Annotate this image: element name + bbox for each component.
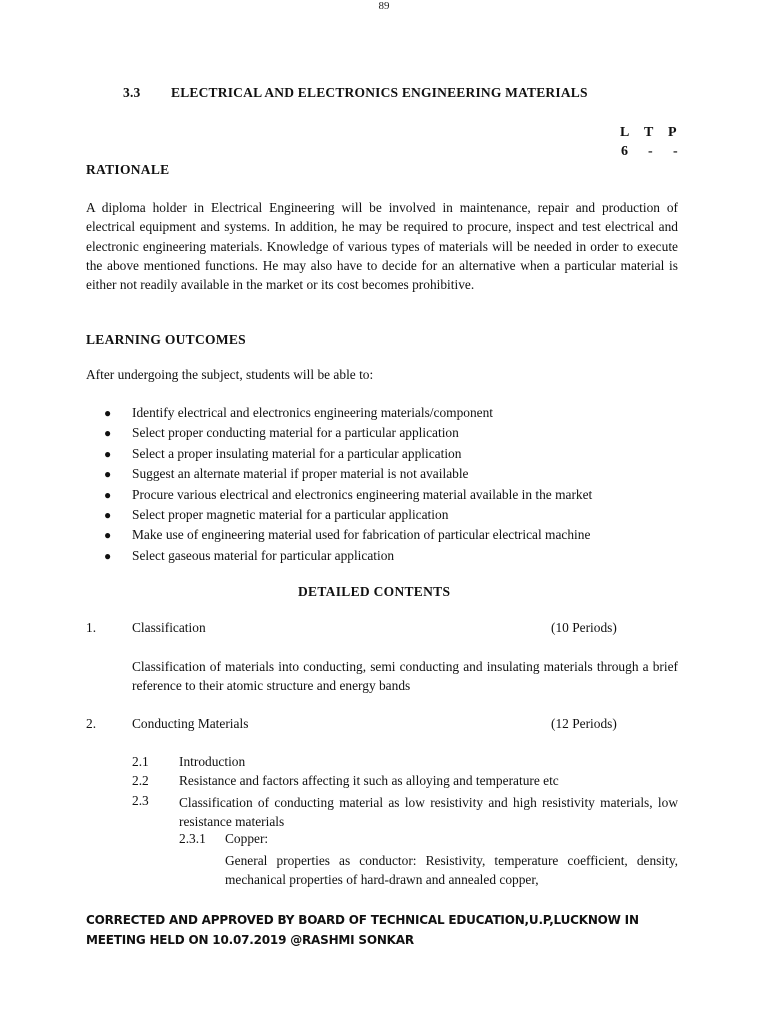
unit-2-number: 2.: [86, 716, 97, 731]
ltp-header-row: [620, 125, 690, 145]
list-item: ● Select gaseous material for particular application: [104, 546, 704, 566]
bullet-icon: ●: [104, 446, 112, 461]
bullet-icon: ●: [104, 528, 112, 543]
list-item: ● Select proper conducting material for a particular application: [104, 423, 704, 443]
section-number: 3.3: [123, 85, 141, 100]
learning-outcomes-intro: After undergoing the subject, students will be able to:: [86, 367, 374, 382]
ltp-values-row: [621, 144, 691, 164]
list-item: ● Make use of engineering material used for fabrication of particular electrical machine: [104, 525, 704, 545]
bullet-icon: ●: [104, 508, 112, 523]
bullet-icon: ●: [104, 406, 112, 420]
unit-2-title: Conducting Materials: [132, 716, 249, 731]
rationale-heading: RATIONALE: [86, 162, 170, 177]
approval-footer: [86, 910, 639, 950]
subitem-2-3-number: 2.3: [132, 793, 149, 808]
subsubitem-2-3-1-number: 2.3.1: [179, 831, 206, 846]
subitem-2-1-number: 2.1: [132, 754, 149, 769]
list-item: ● Select a proper insulating material for a particular application: [104, 444, 704, 464]
list-item: ● Select proper magnetic material for a particular application: [104, 505, 704, 525]
section-title: [123, 85, 588, 101]
footer-line-2: MEETING HELD ON 10.07.2019 @RASHMI SONKAR: [86, 933, 414, 947]
bullet-icon: ●: [104, 426, 112, 441]
detailed-contents-heading: DETAILED CONTENTS: [298, 584, 451, 599]
unit-1-periods: (10 Periods): [551, 620, 617, 635]
ltp-l-value: 6: [621, 144, 628, 159]
ltp-p-value: -: [673, 144, 678, 159]
subsubitem-2-3-1-title: Copper:: [225, 831, 269, 846]
ltp-l-label: L: [620, 125, 630, 140]
learning-outcomes-list: [104, 403, 704, 566]
list-item: ● Suggest an alternate material if proper material is not available: [104, 464, 704, 484]
unit-1-title: Classification: [132, 620, 206, 635]
footer-line-1: CORRECTED AND APPROVED BY BOARD OF TECHNICAL EDUCATION,U.P,LUCKNOW IN: [86, 913, 639, 927]
rationale-text: A diploma holder in Electrical Engineering will be involved in maintenance, repair and production of electrical equipment and systems. In addition, he may be required to procure, inspect and test electrical and electronic engineering materials. Knowledge of various types of materials will be needed in order to execute the above mentioned functions. He may also have to decide for an alternative when a particular material is either not readily available in the market or its cost becomes prohibitive.: [86, 200, 678, 293]
learning-outcomes-heading: LEARNING OUTCOMES: [86, 332, 246, 347]
unit-2-periods: (12 Periods): [551, 716, 617, 731]
subitem-2-2-text: Resistance and factors affecting it such as alloying and temperature etc: [179, 773, 559, 788]
subitem-2-2-number: 2.2: [132, 773, 149, 788]
subsubitem-2-3-1-text: General properties as conductor: Resistivity, temperature coefficient, density, mechanical properties of hard-drawn and annealed copper,: [225, 853, 678, 888]
unit-1-number: 1.: [86, 620, 97, 635]
unit-1-text: Classification of materials into conducting, semi conducting and insulating materials through a brief reference to their atomic structure and energy bands: [132, 659, 678, 694]
subitem-2-3-text: Classification of conducting material as low resistivity and high resistivity materials, low resistance materials: [179, 795, 678, 830]
list-item: ● Identify electrical and electronics engineering materials/component: [104, 403, 704, 423]
list-item: ● Procure various electrical and electronics engineering material available in the market: [104, 485, 704, 505]
page-number: 89: [378, 0, 390, 12]
ltp-t-value: -: [648, 144, 653, 159]
subitem-2-1-text: Introduction: [179, 754, 246, 769]
ltp-p-label: P: [668, 125, 677, 140]
ltp-t-label: T: [644, 125, 654, 140]
bullet-icon: ●: [104, 467, 112, 482]
bullet-icon: ●: [104, 548, 112, 563]
bullet-icon: ●: [104, 487, 112, 502]
section-heading: ELECTRICAL AND ELECTRONICS ENGINEERING MATERIALS: [171, 85, 588, 100]
